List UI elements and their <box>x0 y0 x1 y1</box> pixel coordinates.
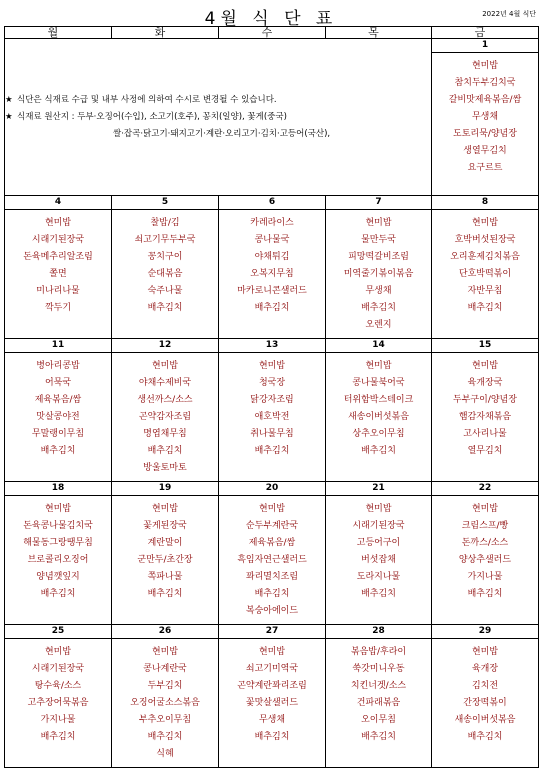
menu-item: 쇠고기무두부국 <box>134 235 196 245</box>
menu-item: 쫄면 <box>49 269 67 279</box>
menu-item: 제육볶음/쌈 <box>34 395 82 405</box>
date-number-row <box>5 482 539 496</box>
menu-item: 무생채 <box>365 286 392 296</box>
day-number: 21 <box>326 482 432 496</box>
menu-item: 쇠고기미역국 <box>245 664 299 674</box>
menu-item: 현미밥 <box>471 218 499 228</box>
day-menu-cell <box>112 496 219 625</box>
date-number-row <box>5 339 539 353</box>
menu-item: 양상추샐러드 <box>458 555 512 565</box>
menu-item: 도토리묵/양념장 <box>453 129 517 139</box>
menu-item: 복숭아에이드 <box>245 606 299 616</box>
menu-item: 배추김치 <box>361 303 396 313</box>
menu-item: 배추김치 <box>467 732 503 742</box>
menu-item: 생열무김치 <box>463 146 507 156</box>
notice-line <box>5 92 431 109</box>
menu-item: 물만두국 <box>361 235 396 245</box>
menu-item: 배추김치 <box>254 303 290 313</box>
menu-item: 현미밥 <box>365 361 392 371</box>
page-title: 4월 식 단 표 <box>204 9 338 29</box>
notice-text: 식재료 원산지 : 두부·오징어(수입), 소고기(호주), 꽁치(일양), 꽃게(중국) <box>17 111 287 122</box>
menu-item: 명엽채무침 <box>143 429 187 439</box>
menu-item: 꽁치구이 <box>147 252 183 262</box>
menu-item: 고추장어묵볶음 <box>27 698 89 708</box>
menu-item: 참치두부김치국 <box>454 78 516 88</box>
menu-item: 부추오이무침 <box>138 715 192 725</box>
menu-item: 간장떡볶이 <box>463 698 507 708</box>
menu-item: 배추김치 <box>361 446 396 456</box>
menu-item: 식혜 <box>156 749 174 759</box>
day-menu-cell <box>326 639 432 768</box>
weekday-mon: 월 <box>5 27 112 39</box>
menu-item: 시래기된장국 <box>31 664 85 674</box>
menu-item: 두부김치 <box>147 681 183 691</box>
menu-item: 현미밥 <box>471 361 499 371</box>
menu-item: 쪽파나물 <box>147 572 183 582</box>
day-menu-cell <box>219 210 326 339</box>
menu-item: 배추김치 <box>467 589 503 599</box>
menu-item: 꽈리멸치조림 <box>245 572 299 582</box>
menu-item: 햄감자채볶음 <box>458 412 512 422</box>
menu-item: 오징어굴소스볶음 <box>130 698 200 708</box>
menu-item: 시래기된장국 <box>31 235 85 245</box>
day-number: 6 <box>219 196 326 210</box>
menu-item: 현미밥 <box>44 647 72 657</box>
menu-item: 현미밥 <box>151 647 179 657</box>
notice-text: 식단은 식재료 수급 및 내부 사정에 의하여 수시로 변경될 수 있습니다. <box>17 94 277 105</box>
day-menu-cell <box>219 353 326 482</box>
menu-item: 오복지무침 <box>250 269 294 279</box>
menu-item: 오렌지 <box>365 320 392 330</box>
day-number: 18 <box>5 482 112 496</box>
day-menu-cell <box>326 210 432 339</box>
day-number: 1 <box>432 39 539 53</box>
menu-item: 시래기된장국 <box>352 521 405 531</box>
day-number: 27 <box>219 625 326 639</box>
menu-row <box>5 639 539 768</box>
menu-item: 양념깻잎지 <box>36 572 80 582</box>
menu-item: 새송이버섯볶음 <box>454 715 516 725</box>
menu-item: 크림스프/빵 <box>461 521 509 531</box>
day-menu-cell <box>219 639 326 768</box>
menu-item: 오이무침 <box>361 715 396 725</box>
star-bullet-icon: ★ <box>5 94 13 105</box>
menu-item: 볶음밥/후라이 <box>350 647 407 657</box>
date-number-row <box>5 625 539 639</box>
day-menu-cell <box>432 639 539 768</box>
menu-item: 생선까스/소스 <box>137 395 193 405</box>
menu-table-body <box>5 39 539 768</box>
menu-item: 배추김치 <box>467 303 503 313</box>
menu-item: 오리훈제김치볶음 <box>450 252 520 262</box>
menu-item: 곤약계란꽈리조림 <box>237 681 307 691</box>
menu-item: 배추김치 <box>361 732 396 742</box>
menu-item: 무생채 <box>471 112 499 122</box>
day-number: 14 <box>326 339 432 353</box>
menu-item: 배추김치 <box>147 446 183 456</box>
menu-item: 터위함박스테이크 <box>343 395 414 405</box>
menu-item: 브로콜리오징어 <box>27 555 89 565</box>
menu-item: 해물동그랑땡무침 <box>23 538 93 548</box>
menu-item: 배추김치 <box>40 589 76 599</box>
menu-item: 맛살콩야전 <box>36 412 80 422</box>
menu-item: 병아리콩밥 <box>36 361 80 371</box>
menu-item: 도라지나물 <box>356 572 401 582</box>
menu-item: 찰밥/김 <box>150 218 180 228</box>
menu-item: 콩나물국 <box>254 235 290 245</box>
menu-item: 현미밥 <box>471 647 499 657</box>
menu-item: 건파래볶음 <box>356 698 401 708</box>
menu-item: 배추김치 <box>254 446 290 456</box>
day-menu-cell <box>432 210 539 339</box>
menu-item: 단호박떡볶이 <box>458 269 512 279</box>
menu-item: 미역줄기볶이볶음 <box>343 269 414 279</box>
menu-item: 피망떡갈비조림 <box>348 252 409 262</box>
menu-item: 꽃맛살샐러드 <box>245 698 299 708</box>
menu-item: 갈비맛제육볶음/쌈 <box>448 95 522 105</box>
day-number: 12 <box>112 339 219 353</box>
menu-item: 탕수육/소스 <box>34 681 82 691</box>
day-menu-cell <box>219 496 326 625</box>
day-number: 13 <box>219 339 326 353</box>
day-number: 26 <box>112 625 219 639</box>
menu-item: 두부구이/양념장 <box>453 395 517 405</box>
menu-item: 애호박전 <box>254 412 290 422</box>
day-number: 29 <box>432 625 539 639</box>
menu-item: 요구르트 <box>467 163 503 173</box>
menu-item: 방울토마토 <box>143 463 187 473</box>
menu-item: 돈까스/소스 <box>461 538 509 548</box>
menu-table <box>4 26 539 768</box>
menu-item: 현미밥 <box>44 504 72 514</box>
menu-item: 열무김치 <box>467 446 503 456</box>
menu-item: 배추김치 <box>254 732 290 742</box>
menu-item: 배추김치 <box>147 303 183 313</box>
menu-item: 가지나물 <box>40 715 76 725</box>
day-number: 11 <box>5 339 112 353</box>
menu-item: 현미밥 <box>471 504 499 514</box>
day-number: 20 <box>219 482 326 496</box>
day-menu-cell <box>432 496 539 625</box>
menu-row <box>5 496 539 625</box>
menu-item: 현미밥 <box>258 504 286 514</box>
menu-item: 현미밥 <box>365 504 392 514</box>
day-number: 25 <box>5 625 112 639</box>
menu-item: 무말랭이무침 <box>31 429 85 439</box>
day-number: 22 <box>432 482 539 496</box>
menu-item: 꽃게된장국 <box>143 521 187 531</box>
menu-row <box>5 353 539 482</box>
menu-item: 무생채 <box>258 715 286 725</box>
menu-item: 취나물무침 <box>250 429 294 439</box>
menu-item: 고등어구이 <box>356 538 401 548</box>
menu-row <box>5 210 539 339</box>
day-menu-cell <box>5 210 112 339</box>
menu-item: 어묵국 <box>44 378 72 388</box>
menu-item: 고사리나물 <box>463 429 507 439</box>
menu-item: 버섯잡채 <box>361 555 396 565</box>
date-caption: 2022년 4월 식단 <box>482 10 536 18</box>
menu-item: 곤약감자조림 <box>138 412 192 422</box>
menu-item: 현미밥 <box>151 504 179 514</box>
day-menu-cell <box>5 639 112 768</box>
menu-item: 카레라이스 <box>250 218 294 228</box>
menu-item: 현미밥 <box>151 361 179 371</box>
menu-item: 미나리나물 <box>36 286 80 296</box>
menu-item: 콩나물북어국 <box>352 378 405 388</box>
menu-item: 군만두/초간장 <box>137 555 193 565</box>
menu-item: 흑임자연근샐러드 <box>237 555 307 565</box>
menu-item: 상추오이무침 <box>352 429 405 439</box>
day-number: 8 <box>432 196 539 210</box>
menu-item: 제육볶음/쌈 <box>248 538 296 548</box>
date-number-row <box>5 39 539 53</box>
day-number: 4 <box>5 196 112 210</box>
menu-item: 순두부계란국 <box>245 521 299 531</box>
menu-item: 마카로니콘샐러드 <box>237 286 307 296</box>
menu-item: 계란말이 <box>147 538 183 548</box>
menu-item: 가지나물 <box>467 572 503 582</box>
menu-item: 자반무침 <box>467 286 503 296</box>
day-menu-cell <box>432 353 539 482</box>
menu-item: 배추김치 <box>40 732 76 742</box>
notice-text: 쌀·잡곡·닭고기·돼지고기·계란·오리고기·김치·고등어(국산), <box>113 128 331 139</box>
menu-item: 치킨너겟/소스 <box>350 681 407 691</box>
weekday-thu: 목 <box>326 27 432 39</box>
date-number-row <box>5 196 539 210</box>
day-menu-cell <box>326 353 432 482</box>
menu-item: 호박버섯된장국 <box>454 235 516 245</box>
menu-item: 깍두기 <box>44 303 72 313</box>
day-menu-cell <box>326 496 432 625</box>
menu-item: 배추김치 <box>361 589 396 599</box>
menu-item: 순대볶음 <box>147 269 183 279</box>
weekday-fri: 금 <box>432 27 539 39</box>
day-menu-cell <box>432 53 539 196</box>
menu-item: 야채튀김 <box>254 252 290 262</box>
menu-item: 돈육콩나물김치국 <box>23 521 93 531</box>
day-menu-cell <box>5 496 112 625</box>
day-number: 5 <box>112 196 219 210</box>
day-menu-cell <box>112 210 219 339</box>
day-number: 19 <box>112 482 219 496</box>
day-menu-cell <box>112 639 219 768</box>
weekday-wed: 수 <box>219 27 326 39</box>
menu-item: 배추김치 <box>147 589 183 599</box>
day-number: 15 <box>432 339 539 353</box>
notice-line <box>5 109 431 126</box>
day-menu-cell <box>5 353 112 482</box>
menu-item: 현미밥 <box>365 218 392 228</box>
menu-item: 현미밥 <box>258 647 286 657</box>
menu-item: 돈육메추리알조림 <box>23 252 93 262</box>
menu-item: 새송이버섯볶음 <box>348 412 409 422</box>
menu-item: 현미밥 <box>258 361 286 371</box>
menu-item: 청국장 <box>258 378 286 388</box>
menu-item: 현미밥 <box>471 61 499 71</box>
menu-item: 야채수제비국 <box>138 378 192 388</box>
menu-item: 닭강자조림 <box>250 395 294 405</box>
menu-item: 현미밥 <box>44 218 72 228</box>
weekday-header-row <box>5 27 539 39</box>
menu-item: 배추김치 <box>40 446 76 456</box>
menu-item: 배추김치 <box>254 589 290 599</box>
menu-item: 쑥갓미니우동 <box>352 664 405 674</box>
menu-item: 김치전 <box>471 681 499 691</box>
day-number: 7 <box>326 196 432 210</box>
menu-item: 육개장 <box>471 664 499 674</box>
menu-item: 콩나계란국 <box>143 664 187 674</box>
star-bullet-icon: ★ <box>5 111 13 122</box>
menu-item: 배추김치 <box>147 732 183 742</box>
weekday-tue: 화 <box>112 27 219 39</box>
menu-item: 육개장국 <box>467 378 503 388</box>
day-number: 28 <box>326 625 432 639</box>
notice-box <box>5 39 432 196</box>
menu-item: 숙주나물 <box>147 286 183 296</box>
day-menu-cell <box>112 353 219 482</box>
